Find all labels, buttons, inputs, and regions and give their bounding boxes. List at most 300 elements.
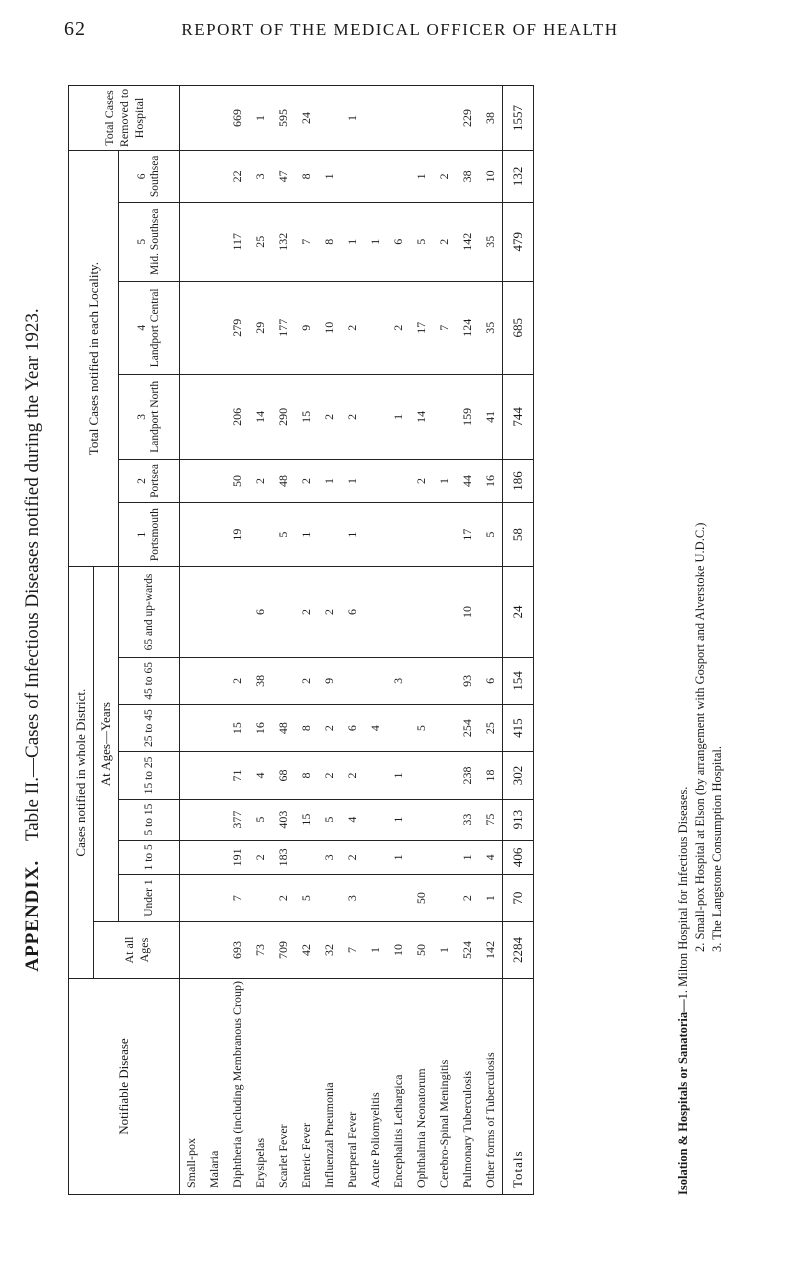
table-cell: 406 <box>503 840 534 875</box>
table-cell: 1 <box>387 799 410 840</box>
table-cell: 22 <box>226 151 249 203</box>
table-cell: 38 <box>249 657 272 704</box>
table-cell: 73 <box>249 922 272 979</box>
table-row <box>180 86 204 1195</box>
table-cell <box>433 840 456 875</box>
table-cell: 693 <box>226 922 249 979</box>
table-cell: 2 <box>341 840 364 875</box>
table-cell <box>203 86 226 151</box>
table-cell: 6 <box>249 567 272 657</box>
table-cell: 4 <box>249 752 272 799</box>
appendix-label: APPENDIX. <box>22 859 43 972</box>
table-cell <box>318 86 341 151</box>
table-row <box>203 86 226 1195</box>
table-cell: 50 <box>226 459 249 502</box>
table-cell: 44 <box>456 459 479 502</box>
table-cell <box>249 502 272 566</box>
table-cell <box>272 657 295 704</box>
table-cell: 290 <box>272 374 295 459</box>
table-title <box>22 75 44 1205</box>
table-cell: 1 <box>410 151 433 203</box>
table-cell: 75 <box>479 799 503 840</box>
table-cell: 1 <box>341 459 364 502</box>
table-cell: 2 <box>226 657 249 704</box>
table-cell: 669 <box>226 86 249 151</box>
table-cell <box>410 567 433 657</box>
table-cell: 159 <box>456 374 479 459</box>
disease-name: Diphtheria (including Membranous Croup) <box>226 979 249 1195</box>
hospital-notes <box>675 95 726 1195</box>
table-cell: 50 <box>410 875 433 922</box>
table-cell <box>180 567 204 657</box>
table-cell <box>272 567 295 657</box>
table-row <box>341 86 364 1195</box>
col-header-locality <box>119 151 180 203</box>
col-header-age: 25 to 45 <box>119 705 180 752</box>
table-cell <box>180 151 204 203</box>
table-row <box>364 86 387 1195</box>
table-cell: 6 <box>479 657 503 704</box>
table-cell <box>387 567 410 657</box>
locality-number: 4 <box>136 324 148 331</box>
table-cell: 1 <box>318 459 341 502</box>
locality-name: Landport Central <box>149 288 161 368</box>
table-cell: 2 <box>433 151 456 203</box>
table-cell: 5 <box>318 799 341 840</box>
table-cell <box>203 752 226 799</box>
table-cell <box>180 202 204 281</box>
table-cell <box>364 374 387 459</box>
col-header-age: 45 to 65 <box>119 657 180 704</box>
table-cell <box>203 705 226 752</box>
table-cell: 6 <box>387 202 410 281</box>
table-cell <box>433 799 456 840</box>
table-cell <box>180 922 204 979</box>
table-cell: 238 <box>456 752 479 799</box>
locality-name: Southsea <box>149 155 161 198</box>
table-cell: 2 <box>387 281 410 374</box>
table-cell <box>433 705 456 752</box>
table-cell: 25 <box>479 705 503 752</box>
table-cell: 1 <box>479 875 503 922</box>
table-cell: 4 <box>479 840 503 875</box>
locality-name: Landport North <box>149 380 161 453</box>
page-header <box>0 18 800 48</box>
note-line: 2. Small-pox Hospital at Elson (by arrangement with Gosport and Alverstoke U.D.C.) <box>693 522 707 952</box>
locality-name: Portsea <box>149 464 161 498</box>
totals-row <box>503 86 534 1195</box>
table-cell: 3 <box>387 657 410 704</box>
table-cell <box>203 875 226 922</box>
col-header-locality <box>119 202 180 281</box>
table-cell <box>433 374 456 459</box>
table-cell <box>433 86 456 151</box>
table-cell: 1 <box>364 922 387 979</box>
table-cell <box>387 875 410 922</box>
table-cell <box>203 799 226 840</box>
table-cell: 15 <box>226 705 249 752</box>
table-cell <box>226 567 249 657</box>
table-cell <box>387 459 410 502</box>
table-cell: 3 <box>249 151 272 203</box>
table-cell: 415 <box>503 705 534 752</box>
disease-name: Ophthalmia Neonatorum <box>410 979 433 1195</box>
table-cell: 2 <box>295 459 318 502</box>
rotated-table-block <box>20 75 790 1205</box>
disease-name: Enteric Fever <box>295 979 318 1195</box>
table-cell: 2 <box>295 657 318 704</box>
table-cell: 2 <box>249 840 272 875</box>
table-cell: 479 <box>503 202 534 281</box>
table-cell: 7 <box>226 875 249 922</box>
table-cell <box>364 86 387 151</box>
table-cell: 1 <box>341 86 364 151</box>
table-cell: 1557 <box>503 86 534 151</box>
table-cell: 685 <box>503 281 534 374</box>
table-cell <box>203 567 226 657</box>
col-header-locality <box>119 459 180 502</box>
table-cell: 5 <box>295 875 318 922</box>
table-cell <box>479 567 503 657</box>
running-head: REPORT OF THE MEDICAL OFFICER OF HEALTH <box>181 20 619 39</box>
table-cell: 14 <box>249 374 272 459</box>
table-cell <box>180 840 204 875</box>
locality-name: Mid. Southsea <box>149 208 161 275</box>
table-cell <box>433 875 456 922</box>
table-cell: 229 <box>456 86 479 151</box>
table-cell <box>180 657 204 704</box>
table-cell: 177 <box>272 281 295 374</box>
table-cell <box>203 374 226 459</box>
table-cell: 35 <box>479 281 503 374</box>
table-row <box>249 86 272 1195</box>
table-cell <box>364 502 387 566</box>
table-cell: 709 <box>272 922 295 979</box>
table-cell <box>180 799 204 840</box>
table-cell: 38 <box>456 151 479 203</box>
disease-name: Pulmonary Tuberculosis <box>456 979 479 1195</box>
table-cell: 16 <box>249 705 272 752</box>
table-cell: 47 <box>272 151 295 203</box>
table-cell: 2 <box>456 875 479 922</box>
locality-number: 2 <box>136 478 148 484</box>
table-cell <box>203 459 226 502</box>
group-header-ages: At Ages—Years <box>94 567 119 922</box>
table-cell: 2 <box>341 374 364 459</box>
table-cell: 2 <box>272 875 295 922</box>
table-cell: 5 <box>479 502 503 566</box>
table-cell: 524 <box>456 922 479 979</box>
table-cell <box>433 752 456 799</box>
table-cell: 70 <box>503 875 534 922</box>
table-cell <box>387 705 410 752</box>
table-cell: 16 <box>479 459 503 502</box>
page-number: 62 <box>64 18 86 40</box>
table-cell: 5 <box>272 502 295 566</box>
disease-name: Cerebro-Spinal Meningitis <box>433 979 456 1195</box>
table-cell <box>180 374 204 459</box>
table-cell: 7 <box>341 922 364 979</box>
table-cell: 117 <box>226 202 249 281</box>
disease-name: Totals <box>503 979 534 1195</box>
table-cell <box>433 567 456 657</box>
table-cell: 2 <box>318 567 341 657</box>
table-cell <box>180 875 204 922</box>
col-header-age: 15 to 25 <box>119 752 180 799</box>
table-cell: 15 <box>295 799 318 840</box>
disease-name: Scarlet Fever <box>272 979 295 1195</box>
table-cell: 5 <box>410 202 433 281</box>
table-cell: 1 <box>387 840 410 875</box>
locality-number: 6 <box>136 173 148 180</box>
table-cell: 191 <box>226 840 249 875</box>
table-cell <box>180 502 204 566</box>
table-cell: 206 <box>226 374 249 459</box>
table-cell <box>180 459 204 502</box>
table-cell <box>387 502 410 566</box>
locality-number: 5 <box>136 238 148 245</box>
table-cell: 1 <box>341 502 364 566</box>
table-cell <box>180 281 204 374</box>
table-cell: 154 <box>503 657 534 704</box>
disease-name: Acute Poliomyelitis <box>364 979 387 1195</box>
table-cell: 3 <box>318 840 341 875</box>
table-cell <box>249 875 272 922</box>
table-cell: 8 <box>318 202 341 281</box>
table-cell <box>203 151 226 203</box>
table-cell: 2 <box>249 459 272 502</box>
table-cell <box>203 281 226 374</box>
note-line: 3. The Langstone Consumption Hospital. <box>710 745 724 952</box>
table-cell: 186 <box>503 459 534 502</box>
table-cell: 1 <box>249 86 272 151</box>
table-cell: 2 <box>341 281 364 374</box>
table-cell: 8 <box>295 151 318 203</box>
table-cell <box>433 502 456 566</box>
table-cell: 2 <box>318 374 341 459</box>
table-cell: 10 <box>318 281 341 374</box>
table-cell: 132 <box>272 202 295 281</box>
table-cell <box>410 840 433 875</box>
table-cell <box>364 281 387 374</box>
table-cell <box>341 657 364 704</box>
table-caption: Table II.—Cases of Infectious Diseases notified during the Year 1923. <box>22 308 43 842</box>
table-cell: 142 <box>456 202 479 281</box>
table-cell <box>410 752 433 799</box>
table-cell: 9 <box>318 657 341 704</box>
table-row <box>456 86 479 1195</box>
table-body <box>180 86 534 1195</box>
table-cell: 4 <box>341 799 364 840</box>
table-cell: 48 <box>272 705 295 752</box>
table-cell: 5 <box>249 799 272 840</box>
table-cell: 3 <box>341 875 364 922</box>
table-cell: 1 <box>295 502 318 566</box>
group-header-locality: Total Cases notified in each Locality. <box>69 151 119 567</box>
table-cell: 15 <box>295 374 318 459</box>
col-header-age: 5 to 15 <box>119 799 180 840</box>
table-cell: 254 <box>456 705 479 752</box>
col-header-removed: Total Cases Removed to Hospital <box>69 86 180 151</box>
table-cell: 17 <box>410 281 433 374</box>
table-cell: 38 <box>479 86 503 151</box>
table-cell: 7 <box>295 202 318 281</box>
table-row <box>410 86 433 1195</box>
table-cell <box>364 752 387 799</box>
table-cell <box>364 459 387 502</box>
table-cell <box>410 799 433 840</box>
table-row <box>433 86 456 1195</box>
locality-number: 3 <box>136 413 148 420</box>
table-cell: 1 <box>364 202 387 281</box>
table-cell: 9 <box>295 281 318 374</box>
table-cell <box>203 840 226 875</box>
table-cell: 48 <box>272 459 295 502</box>
table-cell: 913 <box>503 799 534 840</box>
table-cell: 2284 <box>503 922 534 979</box>
table-cell: 1 <box>387 374 410 459</box>
col-header-locality <box>119 502 180 566</box>
disease-name: Influenzal Pneumonia <box>318 979 341 1195</box>
table-cell <box>318 502 341 566</box>
disease-name: Encephalitis Lethargica <box>387 979 410 1195</box>
table-cell <box>203 202 226 281</box>
table-cell: 2 <box>433 202 456 281</box>
table-cell <box>364 657 387 704</box>
locality-name: Portsmouth <box>149 508 161 562</box>
col-header-disease: Notifiable Disease <box>69 979 180 1195</box>
table-cell: 1 <box>387 752 410 799</box>
table-cell: 42 <box>295 922 318 979</box>
table-cell: 7 <box>433 281 456 374</box>
table-cell: 403 <box>272 799 295 840</box>
table-cell: 124 <box>456 281 479 374</box>
col-header-locality <box>119 281 180 374</box>
table-cell: 8 <box>295 705 318 752</box>
table-cell: 279 <box>226 281 249 374</box>
locality-number: 1 <box>136 531 148 538</box>
table-cell: 24 <box>295 86 318 151</box>
table-cell <box>410 657 433 704</box>
table-cell: 41 <box>479 374 503 459</box>
col-header-age: Under 1 <box>119 875 180 922</box>
table-cell: 68 <box>272 752 295 799</box>
notes-label: Isolation & Hospitals or Sanatoria— <box>676 999 690 1195</box>
table-cell <box>203 657 226 704</box>
table-cell: 10 <box>456 567 479 657</box>
table-cell <box>410 86 433 151</box>
table-cell: 744 <box>503 374 534 459</box>
table-cell <box>364 151 387 203</box>
table-cell <box>387 86 410 151</box>
table-cell: 2 <box>295 567 318 657</box>
table-cell: 132 <box>503 151 534 203</box>
table-cell: 2 <box>318 752 341 799</box>
table-row <box>272 86 295 1195</box>
table-cell <box>203 922 226 979</box>
table-cell <box>364 840 387 875</box>
table-cell <box>180 752 204 799</box>
table-cell: 32 <box>318 922 341 979</box>
table-row <box>318 86 341 1195</box>
table-cell: 8 <box>295 752 318 799</box>
table-cell: 71 <box>226 752 249 799</box>
table-cell: 1 <box>433 922 456 979</box>
table-row <box>295 86 318 1195</box>
table-cell: 35 <box>479 202 503 281</box>
table-cell <box>180 86 204 151</box>
infectious-diseases-table <box>68 85 534 1195</box>
col-header-locality <box>119 374 180 459</box>
table-row <box>479 86 503 1195</box>
table-cell <box>433 657 456 704</box>
table-cell: 142 <box>479 922 503 979</box>
table-cell: 2 <box>318 705 341 752</box>
table-cell: 14 <box>410 374 433 459</box>
note-line: 1. Milton Hospital for Infectious Diseases. <box>676 786 690 1000</box>
table-cell <box>364 875 387 922</box>
table-cell <box>364 567 387 657</box>
table-cell: 4 <box>364 705 387 752</box>
group-header-whole-district: Cases notified in whole District. <box>69 567 94 979</box>
table-cell: 377 <box>226 799 249 840</box>
table-cell: 2 <box>410 459 433 502</box>
table-cell: 1 <box>341 202 364 281</box>
table-cell: 5 <box>410 705 433 752</box>
table-cell <box>203 502 226 566</box>
disease-name: Other forms of Tuberculosis <box>479 979 503 1195</box>
disease-name: Malaria <box>203 979 226 1195</box>
col-header-age: 1 to 5 <box>119 840 180 875</box>
table-cell: 6 <box>341 567 364 657</box>
table-cell: 1 <box>433 459 456 502</box>
col-header-age: 65 and up-wards <box>119 567 180 657</box>
table-cell: 183 <box>272 840 295 875</box>
table-cell: 595 <box>272 86 295 151</box>
table-cell: 18 <box>479 752 503 799</box>
table-cell: 1 <box>318 151 341 203</box>
table-cell: 2 <box>341 752 364 799</box>
table-cell <box>318 875 341 922</box>
table-cell: 29 <box>249 281 272 374</box>
table-cell <box>180 705 204 752</box>
disease-name: Small-pox <box>180 979 204 1195</box>
disease-name: Puerperal Fever <box>341 979 364 1195</box>
table-cell: 58 <box>503 502 534 566</box>
table-cell <box>410 502 433 566</box>
table-cell: 93 <box>456 657 479 704</box>
table-cell: 50 <box>410 922 433 979</box>
table-cell: 24 <box>503 567 534 657</box>
table-cell: 10 <box>479 151 503 203</box>
table-cell: 33 <box>456 799 479 840</box>
table-cell <box>364 799 387 840</box>
table-cell <box>341 151 364 203</box>
table-cell: 25 <box>249 202 272 281</box>
table-cell <box>387 151 410 203</box>
table-cell: 17 <box>456 502 479 566</box>
disease-name: Erysipelas <box>249 979 272 1195</box>
table-cell: 302 <box>503 752 534 799</box>
table-row <box>226 86 249 1195</box>
col-header-all-ages: At all Ages <box>94 922 180 979</box>
table-cell: 1 <box>456 840 479 875</box>
table-cell <box>295 840 318 875</box>
table-row <box>387 86 410 1195</box>
table-cell: 10 <box>387 922 410 979</box>
table-cell: 19 <box>226 502 249 566</box>
table-cell: 6 <box>341 705 364 752</box>
